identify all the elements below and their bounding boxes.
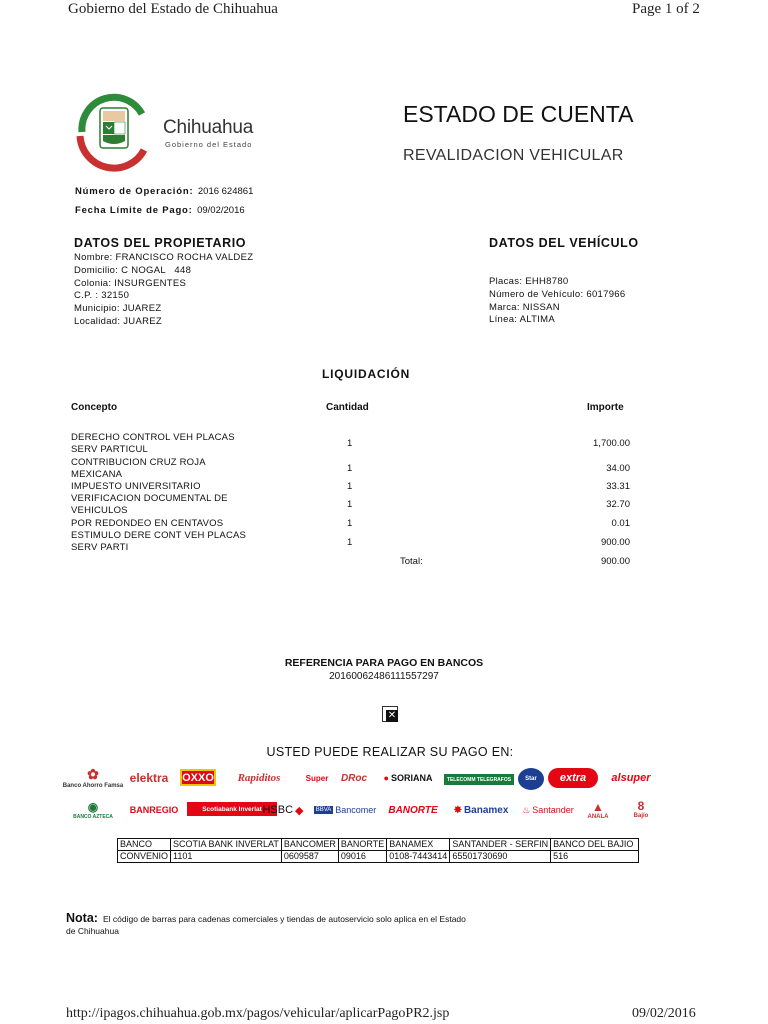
logo-soriana: ● SORIANA — [383, 773, 433, 783]
document-title: ESTADO DE CUENTA — [403, 101, 634, 127]
bank-header: BANAMEX — [387, 839, 450, 851]
bank-header: BANCO — [118, 839, 171, 851]
convenio-cell: 65501730690 — [450, 851, 551, 863]
payment-deadline-label: Fecha Límite de Pago: — [75, 205, 193, 216]
logo-alsuper: alsuper — [611, 772, 651, 784]
convenio-cell: 1101 — [171, 851, 282, 863]
logo-banregio: BANREGIO — [129, 805, 179, 815]
pay-where-title: USTED PUEDE REALIZAR SU PAGO EN: — [266, 745, 514, 759]
note-text-continued: de Chihuahua — [66, 926, 119, 936]
row-concept: VERIFICACION DOCUMENTAL DE — [71, 493, 228, 504]
row-concept: POR REDONDEO EN CENTAVOS — [71, 518, 224, 529]
document-subtitle: REVALIDACION VEHICULAR — [403, 147, 624, 164]
row-concept: ESTIMULO DERE CONT VEH PLACAS — [71, 530, 247, 541]
bank-header: SANTANDER - SERFIN — [450, 839, 551, 851]
logo-famsa: ✿ Banco Ahorro Famsa — [62, 765, 124, 789]
convenio-cell: 0609587 — [281, 851, 338, 863]
vehicle-line: Línea: ALTIMA — [489, 314, 556, 326]
page-url: http://ipagos.chihuahua.gob.mx/pagos/vehicular/aplicarPagoPR2.jsp — [66, 1006, 450, 1021]
vehicle-plates: Placas: EHH8780 — [489, 276, 569, 287]
vehicle-number: Número de Vehículo: 6017966 — [489, 288, 626, 300]
total-label: Total: — [400, 556, 423, 567]
owner-name: Nombre: FRANCISCO ROCHA VALDEZ — [74, 252, 254, 263]
logo-droc: DRoc — [340, 772, 368, 784]
page-number: Page 1 of 2 — [632, 1, 700, 17]
bank-logos-strip — [62, 760, 660, 822]
owner-localidad: Localidad: JUAREZ — [74, 315, 162, 327]
row-qty: 1 — [347, 438, 353, 449]
logo-oxxo: OXXO — [180, 769, 216, 786]
logo-banorte: BANORTE — [388, 804, 438, 816]
owner-details — [74, 252, 253, 329]
row-qty: 1 — [347, 518, 353, 529]
bank-reference-number: 20160062486111557297 — [329, 671, 439, 682]
note-label: Nota: — [66, 911, 98, 925]
logo-rapiditos: Rapiditos — [237, 772, 281, 784]
logo-scotiabank: Scotiabank Inverlat — [187, 802, 277, 816]
row-concept: SERV PARTICUL — [71, 444, 149, 455]
logo-bancomer: BBVA Bancomer — [315, 805, 377, 815]
logo-banco-azteca: ◉ BANCO AZTECA — [73, 800, 113, 820]
convenio-cell: 0108-7443414 — [387, 851, 450, 863]
operation-number-label: Número de Operación: — [75, 186, 194, 197]
row-amount: 32.70 — [606, 499, 630, 510]
table-row — [71, 493, 228, 517]
logo-name: Chihuahua — [163, 117, 254, 138]
logo-extra: extra — [548, 768, 598, 788]
owner-postal-code: C.P. : 32150 — [74, 290, 130, 302]
logo-subtitle: Gobierno del Estado — [165, 140, 253, 149]
row-concept: VEHICULOS — [71, 505, 128, 516]
row-concept: MEXICANA — [71, 469, 123, 480]
payment-deadline — [75, 200, 245, 218]
row-concept: SERV PARTI — [71, 542, 129, 553]
row-amount: 33.31 — [606, 481, 630, 492]
bank-reference-title: REFERENCIA PARA PAGO EN BANCOS — [284, 657, 484, 669]
bank-header: BANCOMER — [281, 839, 338, 851]
logo-santander: ♨ Santander — [522, 804, 574, 815]
convenio-cell: 09016 — [338, 851, 386, 863]
column-cantidad: Cantidad — [326, 402, 369, 413]
note-text: El código de barras para cadenas comerciales y tiendas de autoservicio solo aplica en el Estado — [103, 914, 466, 924]
column-concepto: Concepto — [71, 402, 118, 413]
logo-bajio: 8 Bajío — [633, 799, 649, 819]
liquidacion-heading: LIQUIDACIÓN — [322, 367, 411, 381]
owner-heading: DATOS DEL PROPIETARIO — [74, 236, 247, 250]
logo-hsbc: HSBC ◆ — [262, 804, 304, 817]
row-amount: 0.01 — [611, 518, 630, 529]
owner-municipio: Municipio: JUAREZ — [74, 303, 162, 315]
operation-number — [75, 181, 253, 199]
convenio-cell: 516 — [551, 851, 639, 863]
logo-super: Super — [305, 773, 329, 783]
state-seal-icon — [72, 92, 167, 172]
table-row — [71, 518, 223, 530]
payment-deadline-value: 09/02/2016 — [197, 205, 245, 216]
page-header-left: Gobierno del Estado de Chihuahua — [68, 1, 278, 17]
convenio-cell: CONVENIO — [118, 851, 171, 863]
table-row — [71, 481, 201, 493]
row-concept: DERECHO CONTROL VEH PLACAS — [71, 432, 235, 443]
row-qty: 1 — [347, 481, 353, 492]
vehicle-brand: Marca: NISSAN — [489, 301, 560, 313]
row-amount: 1,700.00 — [593, 438, 630, 449]
table-row — [71, 432, 235, 456]
owner-address: Domicilio: C NOGAL 448 — [74, 264, 192, 276]
logo-anala: ▲ ANALA — [587, 800, 609, 820]
row-qty: 1 — [347, 537, 353, 548]
vehicle-heading: DATOS DEL VEHÍCULO — [489, 236, 639, 250]
logo-banamex: ✸ Banamex — [453, 804, 509, 816]
logo-elektra: elektra — [129, 771, 169, 785]
bank-header: BANCO DEL BAJIO — [551, 839, 639, 851]
bank-header: SCOTIA BANK INVERLAT — [171, 839, 282, 851]
barcode-broken-image-icon: ✕ — [382, 706, 398, 722]
operation-number-value: 2016 624861 — [197, 186, 254, 197]
row-concept: IMPUESTO UNIVERSITARIO — [71, 481, 201, 492]
logo-star: Star — [518, 768, 544, 790]
table-row — [71, 530, 246, 554]
row-qty: 1 — [347, 463, 353, 474]
total-value: 900.00 — [600, 556, 630, 567]
row-concept: CONTRIBUCION CRUZ ROJA — [71, 457, 206, 468]
table-row — [118, 839, 639, 851]
row-amount: 34.00 — [606, 463, 630, 474]
row-amount: 900.00 — [600, 537, 630, 548]
vehicle-details — [489, 276, 625, 327]
table-row — [118, 851, 639, 863]
bank-header: BANORTE — [338, 839, 386, 851]
row-qty: 1 — [347, 499, 353, 510]
table-row — [71, 457, 206, 481]
print-date: 09/02/2016 — [632, 1006, 696, 1021]
bank-convenio-table — [117, 838, 639, 863]
owner-colonia: Colonia: INSURGENTES — [74, 277, 187, 289]
column-importe: Importe — [587, 402, 624, 413]
logo-telecomm: TELECOMM TELEGRAFOS — [444, 774, 514, 785]
